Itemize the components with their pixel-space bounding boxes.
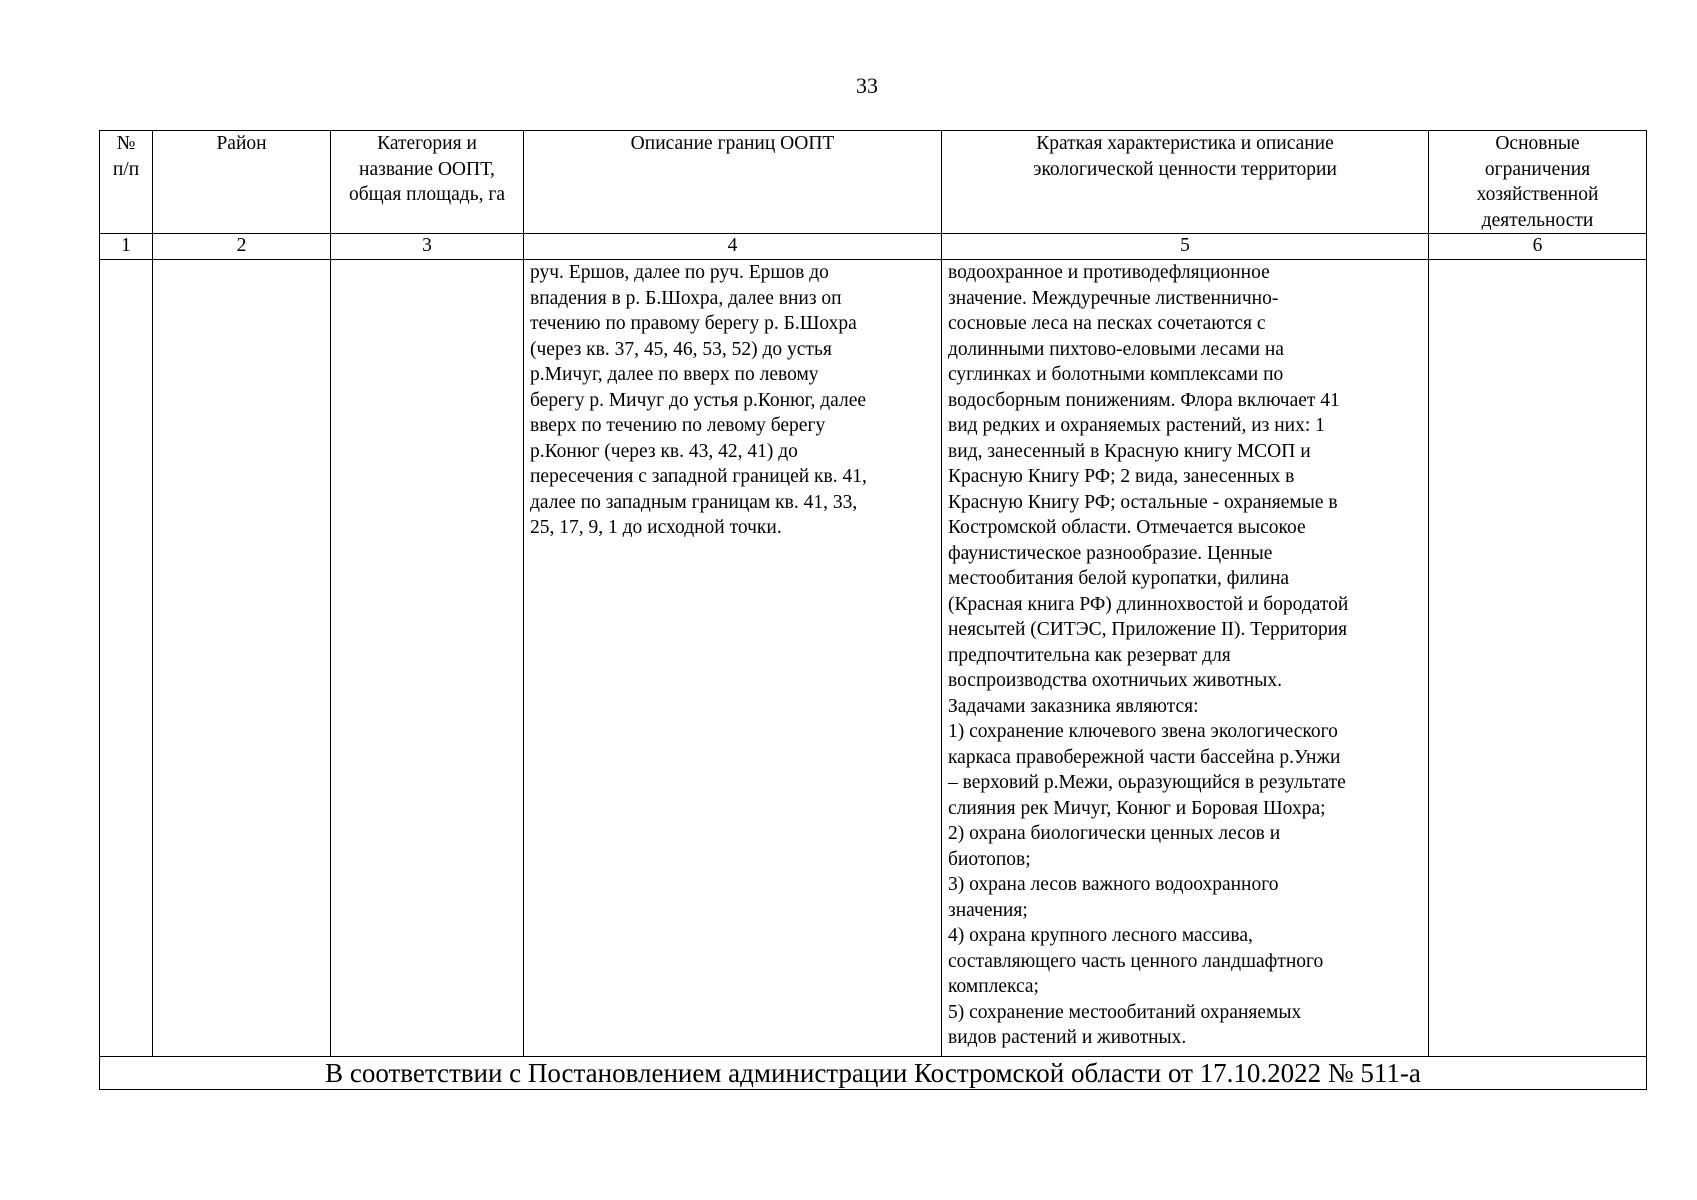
text-line: сосновые леса на песках сочетаются с xyxy=(948,313,1266,334)
table-header-row xyxy=(100,131,1647,234)
text-line: руч. Ершов, далее по руч. Ершов до xyxy=(530,262,829,283)
header-cell xyxy=(524,131,942,234)
text-line: р.Мичуг, далее по вверх по левому xyxy=(530,364,819,385)
text-line: комплекса; xyxy=(948,976,1039,997)
text-line: р.Конюг (через кв. 43, 42, 41) до xyxy=(530,440,798,462)
header-line: п/п xyxy=(112,158,140,180)
header-line: Основные xyxy=(1495,133,1580,154)
text-line: пересечения с западной границей кв. 41, xyxy=(530,466,867,487)
column-number: 5 xyxy=(942,234,1429,260)
column-number: 3 xyxy=(331,234,524,260)
column-number: 1 xyxy=(100,234,153,260)
protected-areas-table xyxy=(99,130,1647,1090)
text-line: каркаса правобережной части бассейна р.Унжи xyxy=(948,746,1341,768)
text-line: берегу р. Мичуг до устья р.Конюг, далее xyxy=(530,389,867,411)
header-cell xyxy=(1429,131,1647,234)
text-line: 5) сохранение местообитаний охраняемых xyxy=(948,1001,1302,1023)
cell-boundary-description xyxy=(524,260,942,1057)
text-line: 3) охрана лесов важного водоохранного xyxy=(948,874,1279,895)
header-line: Описание границ ООПТ xyxy=(630,133,835,154)
table-row xyxy=(100,260,1647,1057)
cell-district xyxy=(153,260,331,1057)
text-line: биотопов; xyxy=(948,848,1031,870)
text-line: водоохранное и противодефляционное xyxy=(948,262,1270,283)
text-line: 2) охрана биологически ценных лесов и xyxy=(948,823,1281,844)
header-line: название ООПТ, xyxy=(359,158,495,180)
text-line: предпочтительна как резерват для xyxy=(948,644,1231,666)
header-cell xyxy=(331,131,524,234)
text-line: – верховий р.Межи, оьразующийся в результате xyxy=(948,772,1346,793)
header-line: № xyxy=(116,133,136,154)
header-line: экологической ценности территории xyxy=(1033,158,1337,180)
header-line: Категория и xyxy=(377,133,477,154)
text-line: Красную Книгу РФ; остальные - охраняемые в xyxy=(948,491,1338,513)
text-line: неясытей (СИТЭС, Приложение II). Территория xyxy=(948,619,1348,640)
text-line: течению по правому берегу р. Б.Шохра xyxy=(530,313,857,334)
text-line: вверх по течению по левому берегу xyxy=(530,415,826,436)
header-cell xyxy=(942,131,1429,234)
text-line: 1) сохранение ключевого звена экологического xyxy=(948,721,1338,742)
page-number: 33 xyxy=(856,73,878,98)
column-number-row xyxy=(100,234,1647,260)
column-number: 6 xyxy=(1429,234,1647,260)
text-line: видов растений и животных. xyxy=(948,1027,1187,1048)
cell-restrictions xyxy=(1429,260,1647,1057)
text-line: впадения в р. Б.Шохра, далее вниз оп xyxy=(530,287,842,309)
footer-note: В соответствии с Постановлением администрации Костромской области от 17.10.2022 № 511-а xyxy=(100,1057,1647,1090)
text-line: местообитания белой куропатки, филина xyxy=(948,568,1290,589)
text-line: далее по западным границам кв. 41, 33, xyxy=(530,491,858,513)
text-line: Задачами заказника являются: xyxy=(948,695,1199,717)
header-cell xyxy=(100,131,153,234)
header-line: деятельности xyxy=(1481,209,1594,231)
header-line: хозяйственной xyxy=(1476,184,1599,205)
header-line: Район xyxy=(216,133,267,154)
header-line: Краткая характеристика и описание xyxy=(1036,133,1334,154)
header-line: ограничения xyxy=(1484,158,1591,180)
text-line: Костромской области. Отмечается высокое xyxy=(948,517,1306,538)
text-line: (через кв. 37, 45, 46, 53, 52) до устья xyxy=(530,338,832,360)
text-line: вид, занесенный в Красную книгу МСОП и xyxy=(948,440,1311,462)
column-number: 4 xyxy=(524,234,942,260)
text-line: 4) охрана крупного лесного массива, xyxy=(948,925,1253,946)
text-line: (Красная книга РФ) длиннохвостой и бородатой xyxy=(948,593,1349,615)
cell-number xyxy=(100,260,153,1057)
cell-characteristics xyxy=(942,260,1429,1057)
text-line: водосборным понижениям. Флора включает 41 xyxy=(948,389,1340,411)
text-line: 25, 17, 9, 1 до исходной точки. xyxy=(530,517,782,538)
text-line: долинными пихтово-еловыми лесами на xyxy=(948,338,1284,360)
text-line: вид редких и охраняемых растений, из них: 1 xyxy=(948,415,1325,436)
text-line: воспроизводства охотничьих животных. xyxy=(948,670,1282,691)
text-line: составляющего часть ценного ландшафтного xyxy=(948,950,1324,972)
text-line: суглинках и болотными комплексами по xyxy=(948,364,1284,385)
text-line: слияния рек Мичуг, Конюг и Боровая Шохра; xyxy=(948,797,1326,819)
table-footer-row xyxy=(100,1057,1647,1090)
header-line: общая площадь, га xyxy=(349,184,505,205)
header-cell xyxy=(153,131,331,234)
cell-category xyxy=(331,260,524,1057)
text-line: значения; xyxy=(948,899,1028,921)
text-line: Красную Книгу РФ; 2 вида, занесенных в xyxy=(948,466,1295,487)
column-number: 2 xyxy=(153,234,331,260)
text-line: фаунистическое разнообразие. Ценные xyxy=(948,542,1273,564)
text-line: значение. Междуречные лиственнично- xyxy=(948,287,1279,309)
